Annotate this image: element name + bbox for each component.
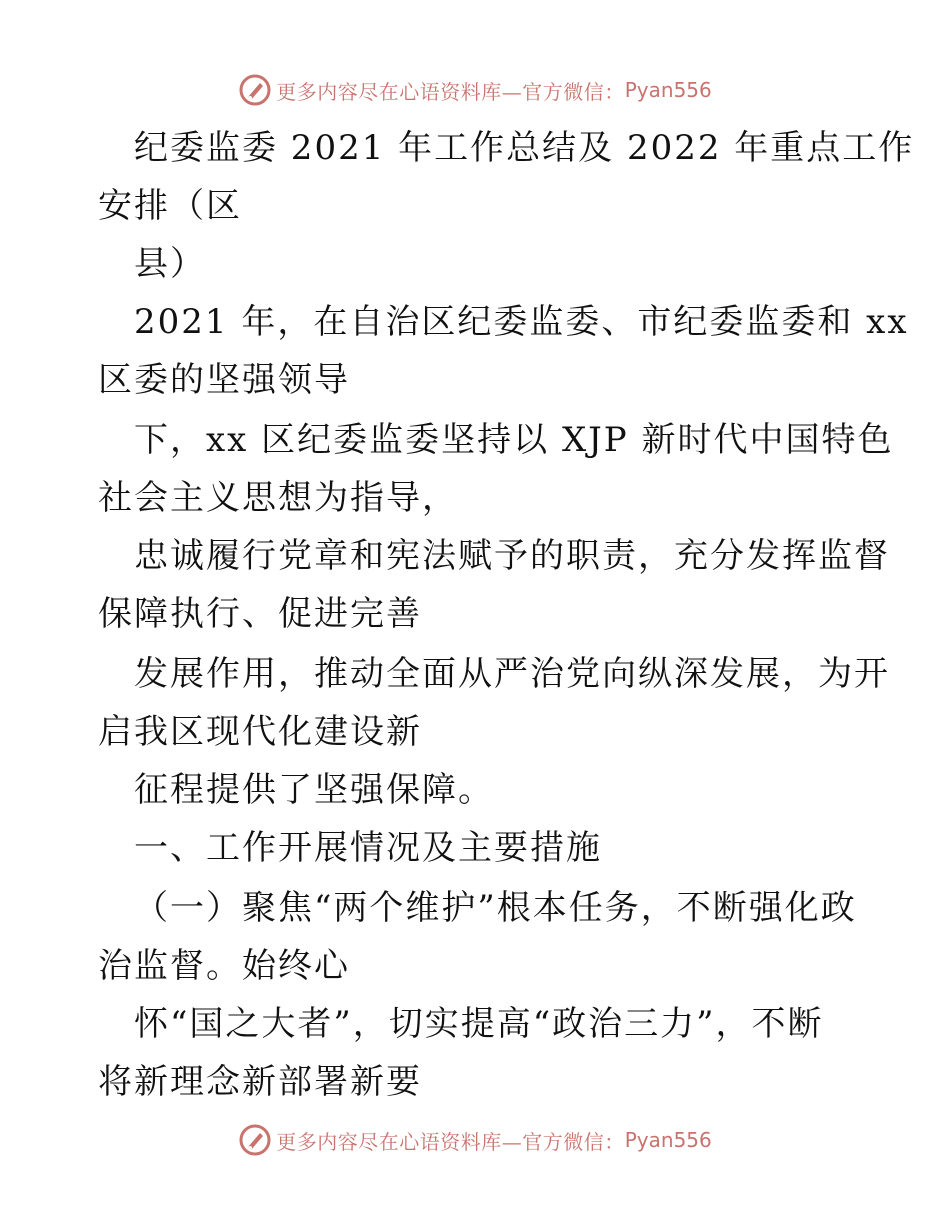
doc-line: 怀“国之大者”，切实提高“政治三力”，不断 — [134, 1004, 824, 1044]
doc-line: （一）聚焦“两个维护”根本任务，不断强化政 — [134, 888, 857, 928]
doc-line: 发展作用，推动全面从严治党向纵深发展，为开 — [134, 654, 890, 694]
pen-circle-logo-icon — [238, 1123, 272, 1157]
doc-line: 社会主义思想为指导， — [98, 478, 458, 518]
doc-line: 治监督。始终心 — [98, 946, 350, 986]
header-banner — [0, 70, 950, 110]
header-wechat-id: Pyan556 — [624, 78, 712, 102]
doc-line: 启我区现代化建设新 — [98, 712, 422, 752]
doc-line: 安排（区 — [98, 186, 242, 226]
doc-line: 2021 年，在自治区纪委监委、市纪委监委和 xx — [134, 302, 909, 342]
footer-brand-text: 更多内容尽在心语资料库—官方微信： — [276, 1129, 625, 1154]
doc-line: 纪委监委 2021 年工作总结及 2022 年重点工作 — [134, 128, 915, 168]
doc-line: 征程提供了坚强保障。 — [134, 770, 494, 810]
section-heading: 一、工作开展情况及主要措施 — [134, 828, 602, 868]
pen-circle-logo-icon — [238, 73, 272, 107]
header-brand-text: 更多内容尽在心语资料库—官方微信： — [276, 79, 625, 104]
doc-line: 区委的坚强领导 — [98, 360, 350, 400]
doc-line: 忠诚履行党章和宪法赋予的职责，充分发挥监督 — [134, 536, 890, 576]
footer-wechat-id: Pyan556 — [624, 1128, 712, 1152]
doc-line: 县） — [134, 244, 206, 284]
doc-line: 保障执行、促进完善 — [98, 594, 422, 634]
doc-line: 下，xx 区纪委监委坚持以 XJP 新时代中国特色 — [134, 420, 894, 460]
footer-banner — [0, 1120, 950, 1160]
doc-line: 将新理念新部署新要 — [98, 1062, 422, 1102]
